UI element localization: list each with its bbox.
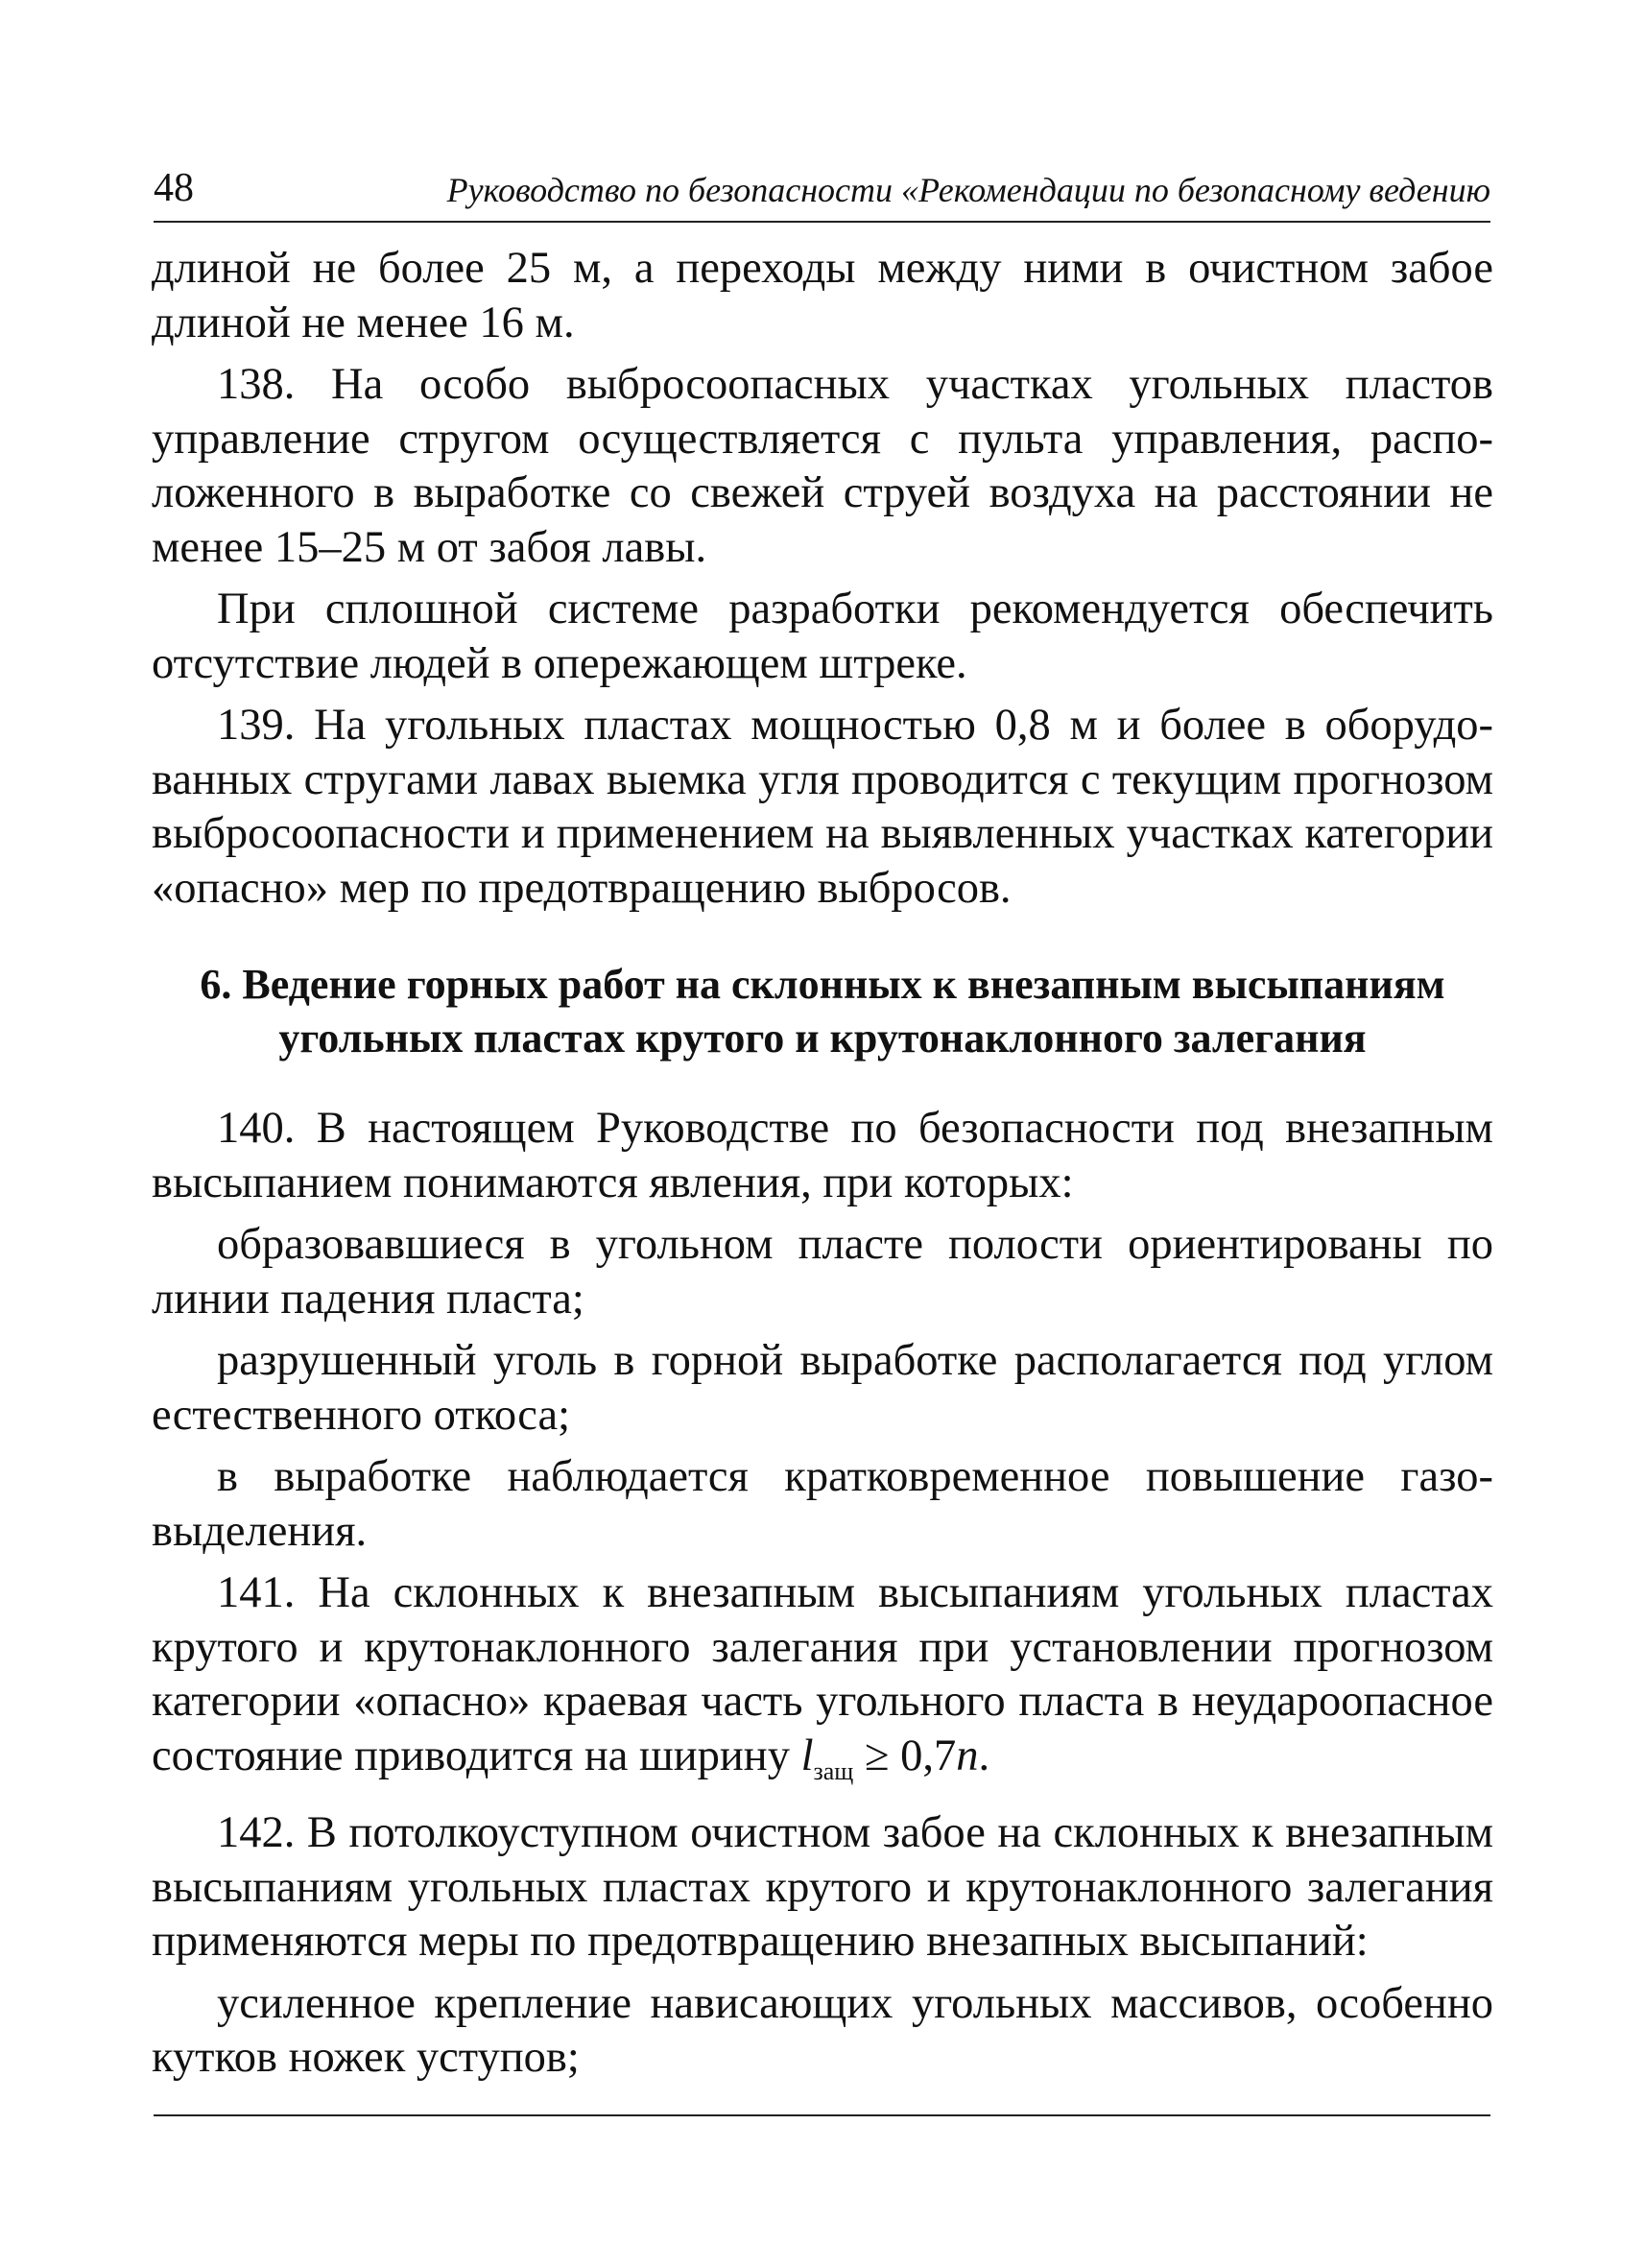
paragraph-140-item-2: разрушенный уголь в горной выработке располагается под углом естественного откоса; xyxy=(152,1336,1493,1440)
formula-variable-n: n xyxy=(956,1731,979,1780)
paragraph-142: 142. В потолкоуступном очистном забое на склонных к внезапным высыпаниям угольных пластах крутого и крутонаклонного залегания применяются меры по предотвращению внезапных высыпаний: xyxy=(152,1808,1493,1966)
paragraph-139: 139. На угольных пластах мощностью 0,8 м и более в оборудованных стругами лавах выемка угля проводится с текущим прогнозом выбросоопасности и применением на выявленных участках категории «опасно» мер по предотвращению выбросов. xyxy=(152,701,1493,913)
running-title: Руководство по безопасности «Рекомендации по безопасному ведению xyxy=(446,171,1490,209)
paragraph-141 xyxy=(152,1566,1493,1799)
paragraph-140: 140. В настоящем Руководстве по безопасности под внезапным высыпанием понимаются явления, при которых: xyxy=(152,1104,1493,1207)
paragraph-140-item-3: в выработке наблюдается кратковременное повышение газовыделения. xyxy=(152,1452,1493,1556)
page-number: 48 xyxy=(154,166,194,210)
paragraph-138: 138. На особо выбросоопасных участках угольных пластов управление стругом осуществляется с пульта управления, расположенного в выработке со свежей струей воздуха на расстоянии не менее 15–25 м от забоя лавы. xyxy=(152,360,1493,572)
formula-relation: ≥ 0,7 xyxy=(853,1731,957,1780)
section-heading-line-1: 6. Ведение горных работ на склонных к внезапным высыпаниям xyxy=(200,961,1445,1008)
section-heading-line-2: угольных пластах крутого и крутонаклонного залегания xyxy=(278,1015,1367,1062)
paragraph-141-end: . xyxy=(978,1731,990,1780)
formula-subscript: защ xyxy=(813,1756,854,1785)
paragraph-138-note: При сплошной системе разработки рекомендуется обеспечить отсутствие людей в опережающем штреке. xyxy=(152,585,1493,688)
paragraph-140-item-1: образовавшиеся в угольном пласте полости ориентированы по линии падения пласта; xyxy=(152,1220,1493,1324)
paragraph-141-text: 141. На склонных к внезапным высыпаниям угольных пластах крутого и крутонаклонного залегания при установлении прогнозом категории «опасно» краевая часть угольного пласта в неудароопасное состояние приводится на ширину xyxy=(152,1568,1493,1780)
paragraph-continuation: длиной не более 25 м, а переходы между ними в очистном забое длиной не менее 16 м. xyxy=(152,244,1493,347)
footer-rule xyxy=(154,2114,1490,2116)
page-header xyxy=(154,165,1490,223)
page-body xyxy=(152,242,1493,2086)
section-heading xyxy=(152,958,1493,1065)
paragraph-142-item-1: усиленное крепление нависающих угольных массивов, особенно кутков ножек уступов; xyxy=(152,1978,1493,2082)
formula-variable-l: l xyxy=(800,1731,814,1780)
